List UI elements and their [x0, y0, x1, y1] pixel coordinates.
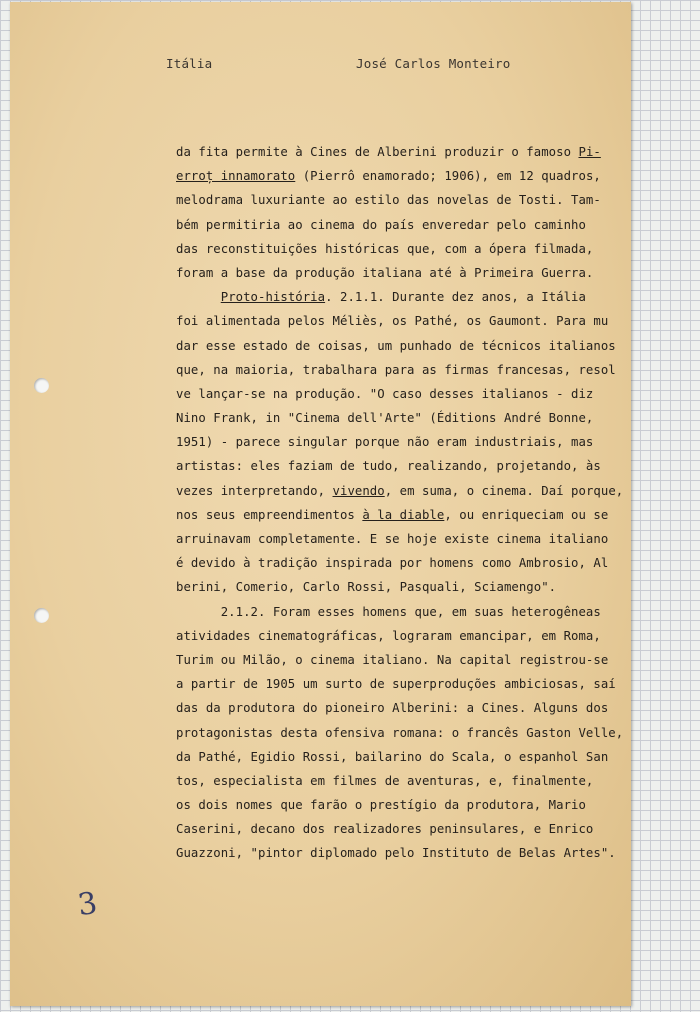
text-segment: que, na maioria, trabalhara para as firmas francesas, resol — [176, 362, 616, 377]
text-segment: protagonistas desta ofensiva romana: o francês Gaston Velle, — [176, 725, 624, 740]
text-line — [176, 334, 616, 358]
text-segment: a partir de 1905 um surto de superproduções ambiciosas, saí — [176, 677, 616, 692]
text-line — [176, 140, 616, 164]
body-text — [176, 140, 624, 866]
text-segment: das reconstituições históricas que, com a ópera filmada, — [176, 241, 594, 256]
text-line — [176, 309, 616, 333]
text-line — [176, 624, 616, 648]
text-segment: . 2.1.1. Durante dez anos, a Itália — [325, 290, 586, 305]
text-segment: vezes interpretando, — [176, 483, 333, 498]
text-line — [176, 769, 616, 793]
text-segment: 2.1.2. Foram esses homens que, em suas heterogêneas — [176, 604, 601, 619]
text-segment: Turim ou Milão, o cinema italiano. Na capital registrou-se — [176, 652, 609, 667]
underlined-text: Proto-história — [220, 290, 326, 305]
text-line — [176, 721, 624, 745]
text-line — [176, 237, 616, 261]
text-segment: Caserini, decano dos realizadores peninsulares, e Enrico — [176, 822, 594, 837]
text-segment: (Pierrô enamorado; 1906), em 12 quadros, — [295, 169, 601, 184]
text-segment: artistas: eles faziam de tudo, realizando, projetando, às — [176, 459, 601, 474]
text-segment: da Pathé, Egidio Rossi, bailarino do Scala, o espanhol San — [176, 749, 609, 764]
text-line — [176, 672, 616, 696]
text-segment: bém permitiria ao cinema do país enveredar pelo caminho — [176, 217, 586, 232]
header-author: José Carlos Monteiro — [356, 56, 511, 71]
text-line — [176, 454, 616, 478]
text-line — [176, 841, 616, 865]
text-line — [176, 285, 616, 309]
text-line — [176, 382, 616, 406]
text-segment: das da produtora do pioneiro Alberini: a Cines. Alguns dos — [176, 701, 609, 716]
text-line — [176, 793, 616, 817]
text-line — [176, 503, 616, 527]
text-line — [176, 430, 616, 454]
text-line — [176, 600, 616, 624]
page-number: 3 — [75, 885, 100, 924]
text-line — [176, 527, 616, 551]
text-segment: Nino Frank, in "Cinema dell'Arte" (Éditions André Bonne, — [176, 411, 594, 426]
text-segment: atividades cinematográficas, lograram emancipar, em Roma, — [176, 628, 601, 643]
text-line — [176, 164, 616, 188]
text-line — [176, 817, 616, 841]
text-segment — [176, 290, 221, 304]
text-segment: nos seus empreendimentos — [176, 507, 363, 522]
text-segment: ve lançar-se na produção. "O caso desses italianos - diz — [176, 386, 594, 401]
text-line — [176, 261, 616, 285]
underlined-text: vivendo — [332, 483, 385, 498]
text-line — [176, 188, 616, 212]
text-segment: os dois nomes que farão o prestígio da produtora, Mario — [176, 798, 586, 813]
text-line — [176, 479, 624, 503]
text-segment: arruinavam completamente. E se hoje existe cinema italiano — [176, 532, 609, 546]
punch-hole — [34, 608, 49, 623]
text-segment: dar esse estado de coisas, um punhado de técnicos italianos — [176, 338, 616, 353]
underlined-text: à la diable — [362, 507, 445, 522]
text-line — [176, 575, 616, 599]
header-country: Itália — [166, 56, 213, 71]
text-segment: foram a base da produção italiana até à Primeira Guerra. — [176, 265, 594, 280]
text-segment: melodrama luxuriante ao estilo das novelas de Tosti. Tam- — [176, 193, 601, 208]
text-segment: , em suma, o cinema. Daí porque, — [384, 483, 624, 498]
punch-hole — [34, 378, 49, 393]
text-segment: tos, especialista em filmes de aventuras, e, finalmente, — [176, 773, 594, 788]
underlined-text: Pi- — [578, 145, 601, 159]
text-line — [176, 358, 616, 382]
text-line — [176, 745, 616, 769]
text-segment: berini, Comerio, Carlo Rossi, Pasquali, Sciamengo". — [176, 580, 557, 595]
text-segment: Guazzoni, "pintor diplomado pelo Instituto de Belas Artes". — [176, 846, 616, 861]
text-segment: da fita permite à Cines de Alberini produzir o famoso — [176, 145, 579, 159]
text-segment: 1951) - parece singular porque não eram industriais, mas — [176, 435, 594, 450]
text-line — [176, 648, 616, 672]
text-line — [176, 406, 616, 430]
text-segment: , ou enriqueciam ou se — [444, 507, 609, 522]
text-segment: é devido à tradição inspirada por homens como Ambrosio, Al — [176, 556, 609, 571]
text-segment: foi alimentada pelos Méliès, os Pathé, os Gaumont. Para mu — [176, 314, 609, 329]
paper-sheet — [10, 2, 631, 1006]
underlined-text: erroț innamorato — [176, 169, 296, 184]
text-line — [176, 551, 616, 575]
text-line — [176, 696, 616, 720]
text-line — [176, 213, 616, 237]
